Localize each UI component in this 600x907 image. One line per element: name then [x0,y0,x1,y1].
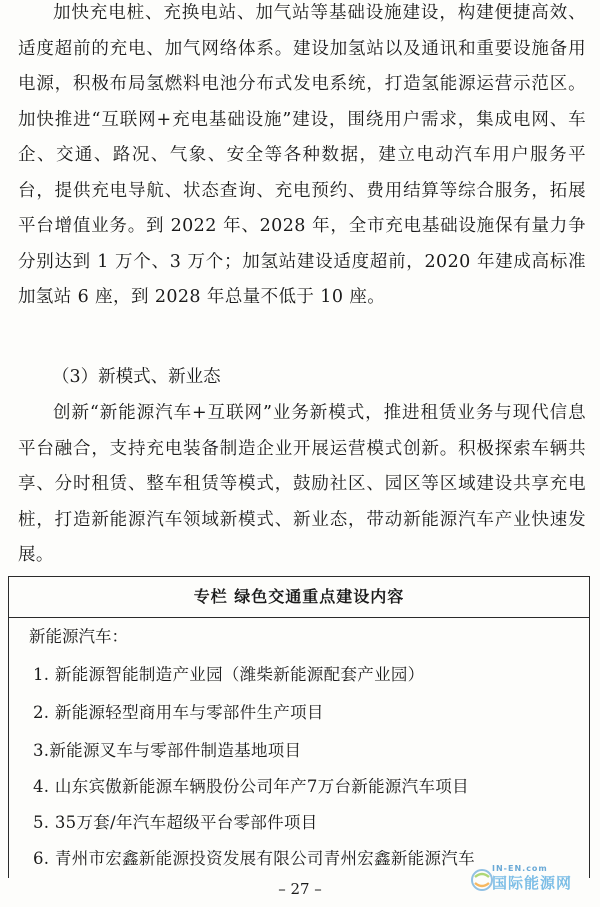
list-item: 5. 35万套/年汽车超级平台零部件项目 [33,813,318,832]
body-paragraph-2: 创新“新能源汽车+互联网”业务新模式，推进租赁业务与现代信息平台融合，支持充电装备制造企业开展运营模式创新。积极探索车辆共享、分时租赁、整车租赁等模式，鼓励社区、园区等区域建设共享充电桩，打造新能源汽车领域新模式、新业态，带动新能源汽车产业快速发展。 [18,403,586,565]
list-item: 6. 青州市宏鑫新能源投资发展有限公司青州宏鑫新能源汽车 [33,849,475,868]
in-en-watermark-logo [470,862,594,902]
box-title: 专栏 绿色交通重点建设内容 [9,577,589,618]
green-transport-column-box [8,576,590,878]
list-item: 4. 山东宾傲新能源车辆股份公司年产7万台新能源汽车项目 [33,777,469,796]
logo-text [492,864,572,893]
box-heading: 新能源汽车： [29,627,128,646]
body-paragraph-1: 加快充电桩、充换电站、加气站等基础设施建设，构建便捷高效、适度超前的充电、加气网络体系。建设加氢站以及通讯和重要设施备用电源，积极布局氢燃料电池分布式发电系统，打造氢能源运营示范区。加快推进“互联网+充电基础设施”建设，围绕用户需求，集成电网、车企、交通、路况、气象、安全等各种数据，建立电动汽车用户服务平台，提供充电导航、状态查询、充电预约、费用结算等综合服务，拓展平台增值业务。到 2022 年、2028 年，全市充电基础设施保有量力争分别达到 1 万个、3 万个；加氢站建设适度超前，2020 年建成高标准加氢站 6 座，到 2028 年总量不低于 10 座。 [18,3,586,307]
globe-logo-icon [470,868,494,892]
list-item: 1. 新能源智能制造产业园（潍柴新能源配套产业园） [33,665,425,684]
logo-cn-text: 国际能源网 [492,874,573,892]
subheading-new-model: （3）新模式、新业态 [52,367,221,387]
logo-en-text: IN-EN.com [492,864,548,873]
page-number: – 27 – [278,880,322,898]
list-item: 2. 新能源轻型商用车与零部件生产项目 [33,703,324,722]
list-item: 3.新能源叉车与零部件制造基地项目 [33,741,302,760]
